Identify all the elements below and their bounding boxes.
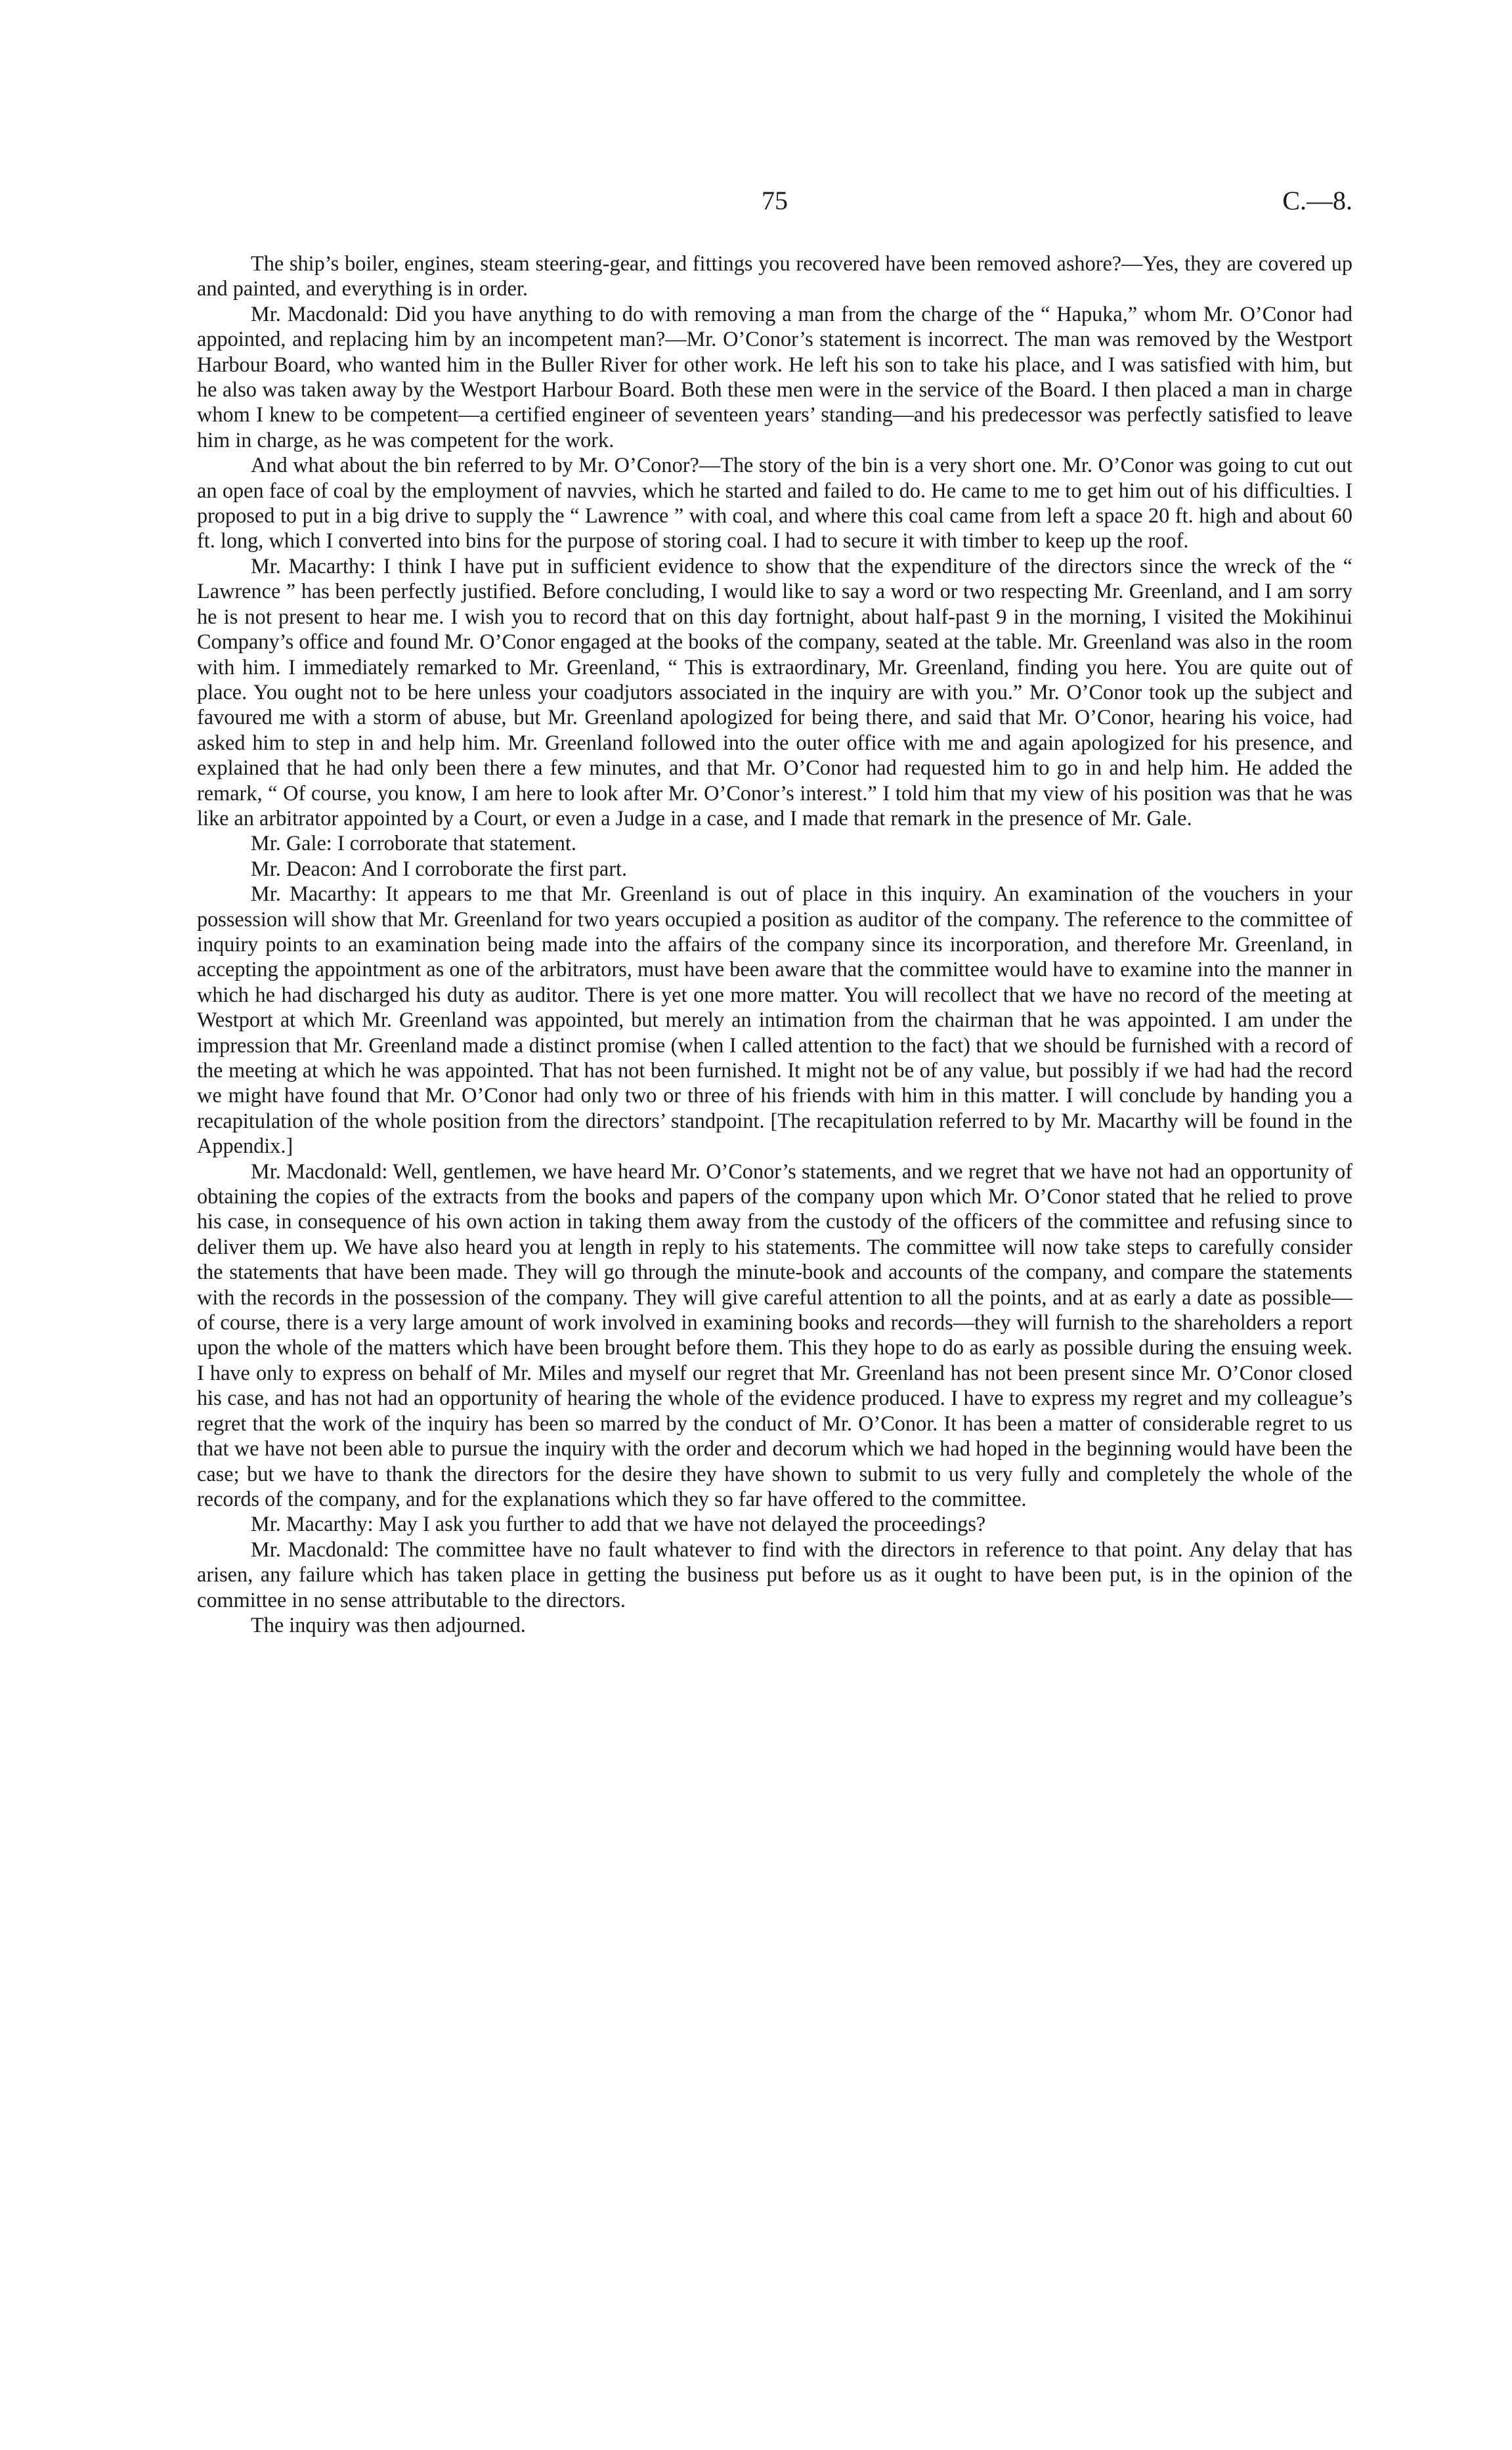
body-text (197, 251, 1352, 1637)
paragraph: The ship’s boiler, engines, steam steering-gear, and fittings you recovered have been removed ashore?—Yes, they are covered up and painted, and everything is in order. (197, 251, 1352, 301)
paragraph: Mr. Macdonald: The committee have no fault whatever to find with the directors in reference to that point. Any delay that has arisen, any failure which has taken place in getting the business put before us as it ought to have been put, is in the opinion of the committee in no sense attributable to the directors. (197, 1537, 1352, 1612)
paragraph: Mr. Deacon: And I corroborate the first part. (251, 856, 628, 880)
page-number: 75 (762, 186, 788, 215)
paragraph: Mr. Macdonald: Well, gentlemen, we have heard Mr. O’Conor’s statements, and we regret that we have not had an opportunity of obtaining the copies of the extracts from the books and papers of the company upon which Mr. O’Conor stated that he relied to prove his case, in consequence of his own action in taking them away from the custody of the officers of the committee and refusing since to deliver them up. We have also heard you at length in reply to his statements. The committee will now take steps to carefully consider the statements that have been made. They will go through the minute-book and accounts of the company, and compare the statements with the records in the possession of the company. They will give careful attention to all the points, and at as early a date as possible—of course, there is a very large amount of work involved in examining books and records—they will furnish to the shareholders a report upon the whole of the matters which have been brought before them. This they hope to do as early as possible during the ensuing week. I have only to express on behalf of Mr. Miles and myself our regret that Mr. Greenland has not been present since Mr. O’Conor closed his case, and has not had an opportunity of hearing the whole of the evidence produced. I have to express my regret and my colleague’s regret that the work of the inquiry has been so marred by the conduct of Mr. O’Conor. It has been a matter of considerable regret to us that we have not been able to pursue the inquiry with the order and decorum which we had hoped in the beginning would have been the case; but we have to thank the directors for the desire they have shown to submit to us very fully and completely the whole of the records of the company, and for the explanations which they so far have offered to the committee. (197, 1159, 1352, 1511)
paragraph: Mr. Macarthy: May I ask you further to add that we have not delayed the proceedings? (251, 1512, 986, 1536)
paragraph: Mr. Gale: I corroborate that statement. (251, 831, 576, 855)
paragraph: And what about the bin referred to by Mr. O’Conor?—The story of the bin is a very short one. Mr. O’Conor was going to cut out an open face of coal by the employment of navvies, which he started and failed to do. He came to me to get him out of his difficulties. I proposed to put in a big drive to supply the “ Lawrence ” with coal, and where this coal came from left a space 20 ft. high and about 60 ft. long, which I converted into bins for the purpose of storing coal. I had to secure it with timber to keep up the roof. (197, 453, 1352, 553)
paragraph: Mr. Macarthy: I think I have put in sufficient evidence to show that the expenditure of the directors since the wreck of the “ Lawrence ” has been perfectly justified. Before concluding, I would like to say a word or two respecting Mr. Greenland, and I am sorry he is not present to hear me. I wish you to record that on this day fortnight, about half-past 9 in the morning, I visited the Mokihinui Company’s office and found Mr. O’Conor engaged at the books of the company, seated at the table. Mr. Greenland was also in the room with him. I immediately remarked to Mr. Greenland, “ This is extraordinary, Mr. Greenland, finding you here. You are quite out of place. You ought not to be here unless your coadjutors associated in the inquiry are with you.” Mr. O’Conor took up the subject and favoured me with a storm of abuse, but Mr. Greenland apologized for being there, and said that Mr. O’Conor, hearing his voice, had asked him to step in and help him. Mr. Greenland followed into the outer office with me and again apologized for his presence, and explained that he had only been there a few minutes, and that Mr. O’Conor had requested him to go in and help him. He added the remark, “ Of course, you know, I am here to look after Mr. O’Conor’s interest.” I told him that my view of his position was that he was like an arbitrator appointed by a Court, or even a Judge in a case, and I made that remark in the presence of Mr. Gale. (197, 553, 1352, 830)
document-reference: C.—8. (1282, 186, 1352, 215)
page-header (197, 185, 1352, 225)
paragraph: Mr. Macdonald: Did you have anything to do with removing a man from the charge of the “ Hapuka,” whom Mr. O’Conor had appointed, and replacing him by an incompetent man?—Mr. O’Conor’s statement is incorrect. The man was removed by the Westport Harbour Board, who wanted him in the Buller River for other work. He left his son to take his place, and I was satisfied with him, but he also was taken away by the Westport Harbour Board. Both these men were in the service of the Board. I then placed a man in charge whom I knew to be competent—a certified engineer of seventeen years’ standing—and his predecessor was perfectly satisfied to leave him in charge, as he was competent for the work. (197, 301, 1352, 452)
paragraph: Mr. Macarthy: It appears to me that Mr. Greenland is out of place in this inquiry. An examination of the vouchers in your possession will show that Mr. Greenland for two years occupied a position as auditor of the company. The reference to the committee of inquiry points to an examination being made into the affairs of the company since its incorporation, and therefore Mr. Greenland, in accepting the appointment as one of the arbitrators, must have been aware that the committee would have to examine into the manner in which he had discharged his duty as auditor. There is yet one more matter. You will recollect that we have no record of the meeting at Westport at which Mr. Greenland was appointed, but merely an intimation from the chairman that he was appointed. I am under the impression that Mr. Greenland made a distinct promise (when I called attention to the fact) that we should be furnished with a record of the meeting at which he was appointed. That has not been furnished. It might not be of any value, but possibly if we had had the record we might have found that Mr. O’Conor had only two or three of his friends with him in this matter. I will conclude by handing you a recapitulation of the whole position from the directors’ standpoint. [The recapitulation referred to by Mr. Macarthy will be found in the Appendix.] (197, 882, 1352, 1158)
paragraph: The inquiry was then adjourned. (251, 1612, 526, 1637)
